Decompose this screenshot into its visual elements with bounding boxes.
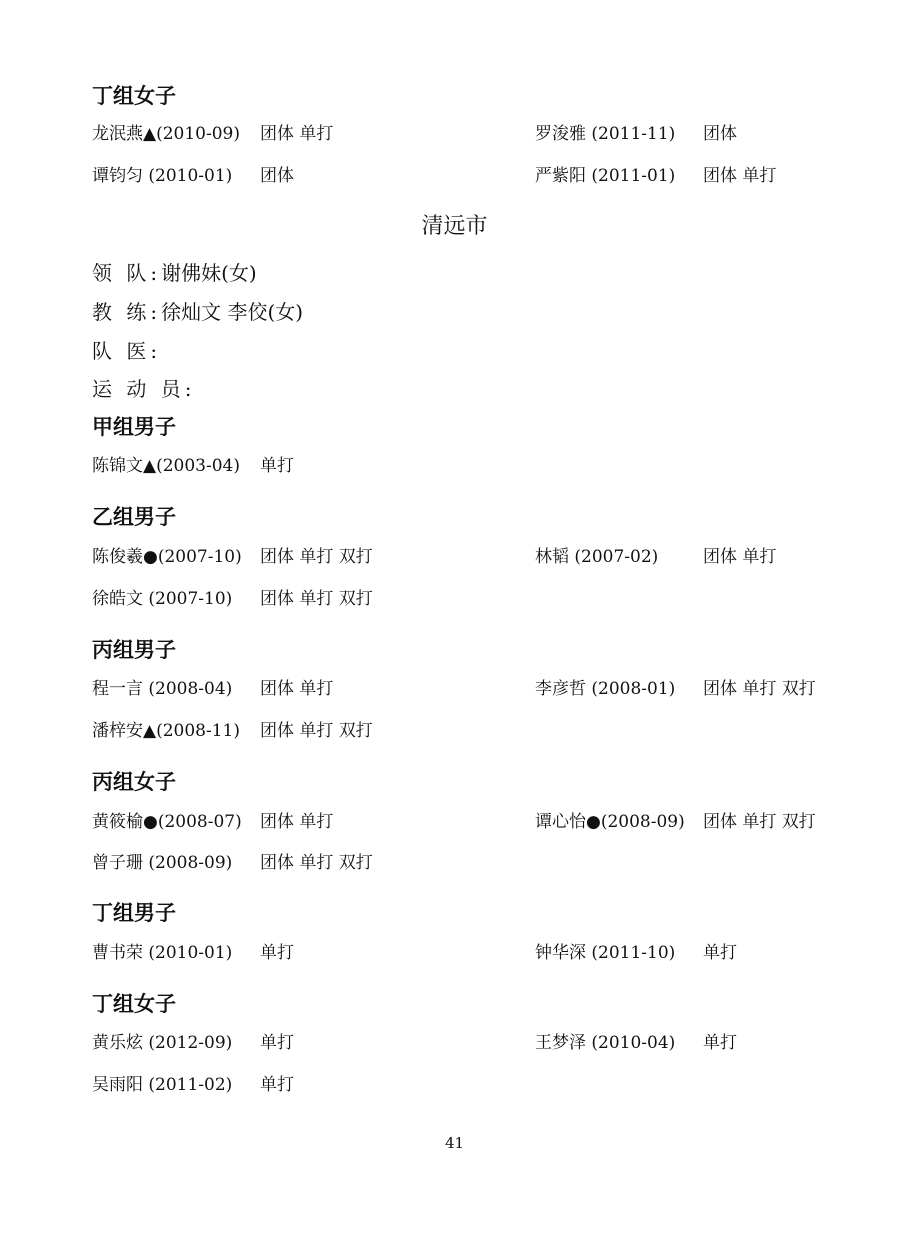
athlete-events: 团体 单打 双打 (703, 812, 816, 832)
athlete-name: 钟华深 (2011-10) (535, 943, 676, 963)
group-heading: 甲组男子 (92, 415, 176, 439)
athlete-entry (535, 122, 737, 146)
athlete-events: 单打 (703, 943, 737, 963)
athlete-entry (535, 677, 816, 701)
athlete-events: 团体 单打 (260, 124, 334, 144)
athlete-events: 团体 单打 双打 (260, 853, 373, 873)
athlete-name: 严紫阳 (2011-01) (535, 166, 676, 186)
athlete-name: 谭心怡●(2008-09) (535, 812, 685, 832)
athlete-events: 团体 单打 双打 (260, 547, 373, 567)
athlete-name: 谭钧匀 (2010-01) (92, 166, 233, 186)
leader-label: 领 队: (92, 261, 162, 285)
athlete-entry (535, 1031, 737, 1055)
athlete-entry (92, 851, 373, 875)
athlete-name: 林韬 (2007-02) (535, 547, 659, 567)
page-number: 41 (444, 1134, 465, 1152)
athlete-entry (92, 587, 373, 611)
athlete-entry (535, 164, 776, 188)
athlete-name: 陈俊羲●(2007-10) (92, 547, 242, 567)
group-heading: 乙组男子 (92, 505, 176, 529)
athlete-name: 黄筱榆●(2008-07) (92, 812, 242, 832)
athlete-name: 程一言 (2008-04) (92, 679, 233, 699)
athlete-entry (92, 941, 294, 965)
athlete-name: 潘梓安▲(2008-11) (92, 721, 240, 741)
athlete-events: 单打 (703, 1033, 737, 1053)
athlete-name: 黄乐炫 (2012-09) (92, 1033, 233, 1053)
athlete-entry (92, 122, 333, 146)
athlete-entry (535, 810, 816, 834)
athlete-entry (535, 941, 737, 965)
athlete-events: 团体 单打 双打 (260, 589, 373, 609)
athlete-events: 团体 单打 双打 (260, 721, 373, 741)
athlete-entry (92, 719, 373, 743)
athlete-events: 单打 (260, 456, 294, 476)
athlete-events: 单打 (260, 1033, 294, 1053)
leader-value: 谢佛妹(女) (161, 261, 257, 285)
athlete-entry (92, 164, 294, 188)
athlete-name: 吴雨阳 (2011-02) (92, 1075, 233, 1095)
group-heading: 丁组女子 (92, 992, 176, 1016)
athlete-events: 团体 单打 (703, 547, 777, 567)
athlete-events: 团体 单打 (260, 812, 334, 832)
athletes-line (92, 375, 195, 403)
group-heading: 丁组男子 (92, 901, 176, 925)
athlete-entry (92, 545, 373, 569)
athlete-name: 陈锦文▲(2003-04) (92, 456, 240, 476)
athlete-events: 团体 单打 (703, 166, 777, 186)
athlete-name: 曾子珊 (2008-09) (92, 853, 233, 873)
group-heading: 丙组女子 (92, 770, 176, 794)
coach-label: 教 练: (92, 300, 162, 324)
team-leader-line (92, 259, 257, 287)
group-heading: 丁组女子 (92, 84, 176, 108)
coach-line (92, 298, 303, 326)
athletes-label: 运 动 员: (92, 377, 196, 401)
athlete-name: 李彦哲 (2008-01) (535, 679, 676, 699)
athlete-events: 团体 (703, 124, 737, 144)
athlete-entry (92, 1031, 294, 1055)
athlete-entry (92, 810, 333, 834)
athlete-events: 团体 单打 双打 (703, 679, 816, 699)
athlete-events: 单打 (260, 943, 294, 963)
athlete-entry (92, 1073, 294, 1097)
athlete-name: 曹书荣 (2010-01) (92, 943, 233, 963)
coach-value: 徐灿文 李佼(女) (161, 300, 304, 324)
athlete-name: 王梦泽 (2010-04) (535, 1033, 676, 1053)
athlete-entry (92, 454, 294, 478)
doctor-label: 队 医: (92, 339, 162, 363)
athlete-name: 龙泯燕▲(2010-09) (92, 124, 240, 144)
city-title: 清远市 (421, 214, 488, 239)
athlete-events: 团体 单打 (260, 679, 334, 699)
athlete-entry (535, 545, 776, 569)
athlete-events: 团体 (260, 166, 294, 186)
doctor-line (92, 337, 161, 365)
athlete-events: 单打 (260, 1075, 294, 1095)
athlete-name: 徐皓文 (2007-10) (92, 589, 233, 609)
group-heading: 丙组男子 (92, 638, 176, 662)
athlete-name: 罗浚雅 (2011-11) (535, 124, 676, 144)
athlete-entry (92, 677, 333, 701)
